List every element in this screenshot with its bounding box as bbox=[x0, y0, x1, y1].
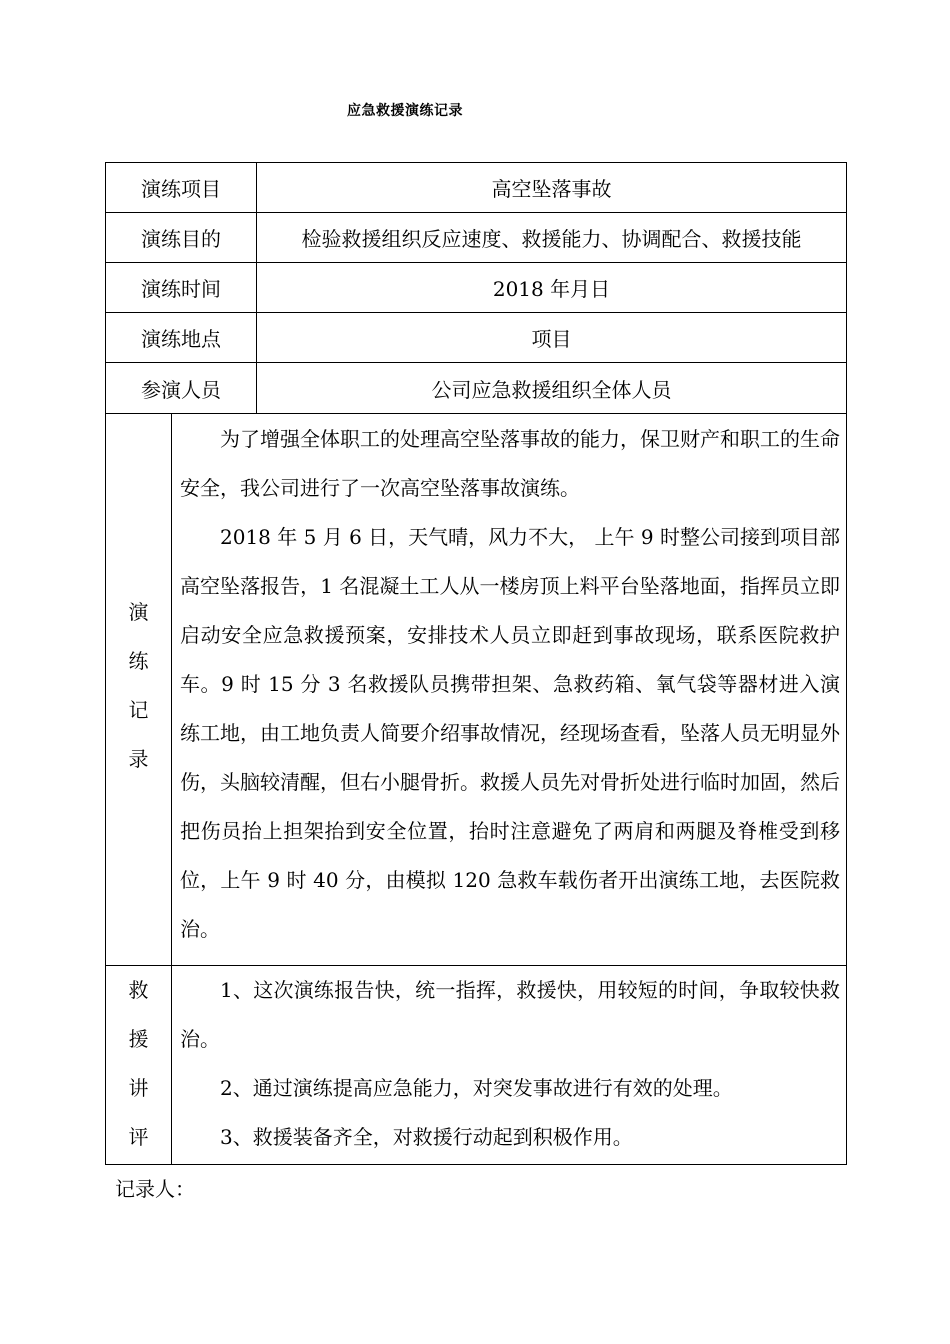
record-paragraph: 2018 年 5 月 6 日，天气晴，风力不大， 上午 9 时整公司接到项目部高空坠落报告，1 名混凝土工人从一楼房顶上料平台坠落地面，指挥员立即启动安全应急救援预案，安排技术人员立即赶到事故现场，联系医院救护车。9 时 15 分 3 名救援队员携带担架、急救药箱、氧气袋等器材进入演练工地，由工地负责人简要介绍事故情况，经现场查看，坠落人员无明显外伤，头脑较清醒，但右小腿骨折。救援人员先对骨折处进行临时加固，然后把伤员抬上担架抬到安全位置，抬时注意避免了两肩和两腿及脊椎受到移位，上午 9 时 40 分，由模拟 120 急救车载伤者开出演练工地，去医院救治。 bbox=[180, 525, 840, 941]
label-char: 练 bbox=[128, 649, 149, 673]
label-char: 援 bbox=[128, 1027, 149, 1051]
label-char: 讲 bbox=[128, 1076, 149, 1100]
label-char: 救 bbox=[128, 978, 149, 1002]
label-char: 演 bbox=[128, 600, 149, 624]
row-value-location: 项目 bbox=[531, 327, 572, 351]
row-label-purpose: 演练目的 bbox=[141, 227, 221, 251]
document-title: 应急救援演练记录 bbox=[347, 103, 463, 119]
row-value-project: 高空坠落事故 bbox=[491, 177, 612, 201]
row-value-participants: 公司应急救援组织全体人员 bbox=[431, 377, 672, 402]
row-divider bbox=[106, 413, 846, 414]
row-value-purpose: 检验救援组织反应速度、救援能力、协调配合、救援技能 bbox=[301, 227, 802, 251]
record-paragraph: 为了增强全体职工的处理高空坠落事故的能力，保卫财产和职工的生命安全，我公司进行了一次高空坠落事故演练。 bbox=[180, 427, 840, 500]
row-label-participants: 参演人员 bbox=[141, 377, 221, 402]
row-label-time: 演练时间 bbox=[141, 277, 221, 301]
recorder-label: 记录人： bbox=[115, 1177, 195, 1201]
column-divider bbox=[171, 413, 172, 1164]
label-char: 评 bbox=[128, 1125, 149, 1149]
record-section-label bbox=[106, 588, 171, 784]
row-label-project: 演练项目 bbox=[141, 177, 221, 201]
row-label-location: 演练地点 bbox=[141, 327, 221, 351]
label-char: 录 bbox=[128, 747, 149, 771]
label-char: 记 bbox=[128, 698, 149, 722]
row-value-time: 2018 年月日 bbox=[492, 277, 611, 301]
review-paragraph: 3、救援装备齐全，对救援行动起到积极作用。 bbox=[220, 1125, 633, 1149]
review-paragraph: 1、这次演练报告快，统一指挥，救援快，用较短的时间，争取较快救治。 bbox=[180, 978, 840, 1051]
drill-record-table bbox=[105, 162, 847, 1165]
review-section-label bbox=[106, 966, 171, 1162]
review-paragraph: 2、通过演练提高应急能力，对突发事故进行有效的处理。 bbox=[220, 1076, 733, 1100]
